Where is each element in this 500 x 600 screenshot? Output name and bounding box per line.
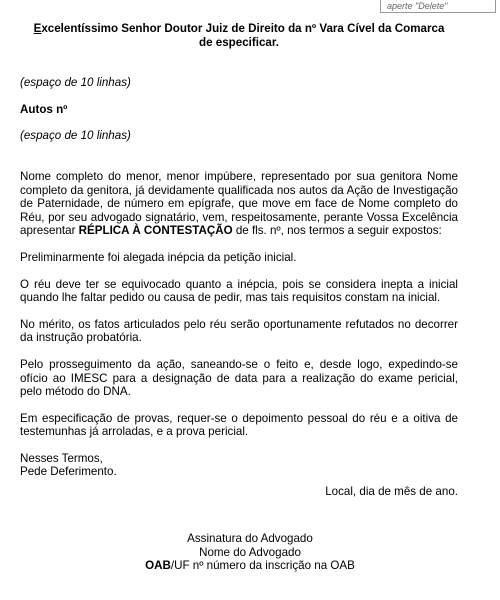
paragraph-merito: No mérito, os fatos articulados pelo réu serão oportunamente refutados no decorrer da instrução probatória. [20,317,458,345]
title-first-letter: E [33,22,42,35]
intro-bold-title: RÉPLICA À CONTESTAÇÃO [78,224,233,238]
title-line-2: de especificar. [199,35,279,49]
title-line-1: xcelentíssimo Senhor Doutor Juiz de Direito da nº Vara Cível da Comarca [41,22,445,35]
spacing-note-1: (espaço de 10 linhas) [20,76,131,90]
petition-document [20,22,458,512]
place-date: Local, dia de mês de ano. [325,485,458,499]
oab-rest: /UF nº número da inscrição na OAB [170,559,355,573]
closing-line-2: Pede Deferimento. [20,465,117,479]
intro-paragraph [20,170,458,238]
signature-block [0,532,500,573]
spacing-note-2: (espaço de 10 linhas) [20,129,131,143]
intro-text: Nome completo do menor, menor impúbere, representado por sua genitora Nome completo da genitora, já devidamente qualificada nos autos da Ação de Investigação de Paternidade, de número em epígrafe, que move em face de Nome completo do Réu, por seu advogado signatário, vem, respeitosamente, perante Vossa Excelência apresentar [20,169,458,238]
document-title [20,22,458,49]
paragraph-preliminary: Preliminarmente foi alegada inépcia da petição inicial. [20,250,297,264]
autos-label: Autos nº [20,102,68,116]
delete-hint-box [380,0,496,13]
signature-line-2: Nome do Advogado [199,545,301,559]
paragraph-inepcia: O réu deve ter se equivocado quanto a inépcia, pois se considera inepta a inicial quando lhe faltar pedido ou causa de pedir, mas tais requisitos constam na inicial. [20,277,458,305]
closing-line-1: Nesses Termos, [20,451,103,465]
closing-block [20,452,458,479]
paragraph-prosseguimento: Pelo prosseguimento da ação, saneando-se o feito e, desde logo, expedindo-se ofício ao IMESC para a designação de data para a realização do exame pericial, pelo método do DNA. [20,357,458,399]
intro-tail: de fls. nº, nos termos a seguir expostos: [232,224,442,238]
signature-oab-line [0,559,500,573]
delete-hint-text: aperte "Delete" [387,1,448,11]
paragraph-provas: Em especificação de provas, requer-se o depoimento pessoal do réu e a oitiva de testemunhas já arroladas, e a prova pericial. [20,411,458,439]
oab-label: OAB [145,559,171,573]
signature-line-1: Assinatura do Advogado [187,532,313,545]
